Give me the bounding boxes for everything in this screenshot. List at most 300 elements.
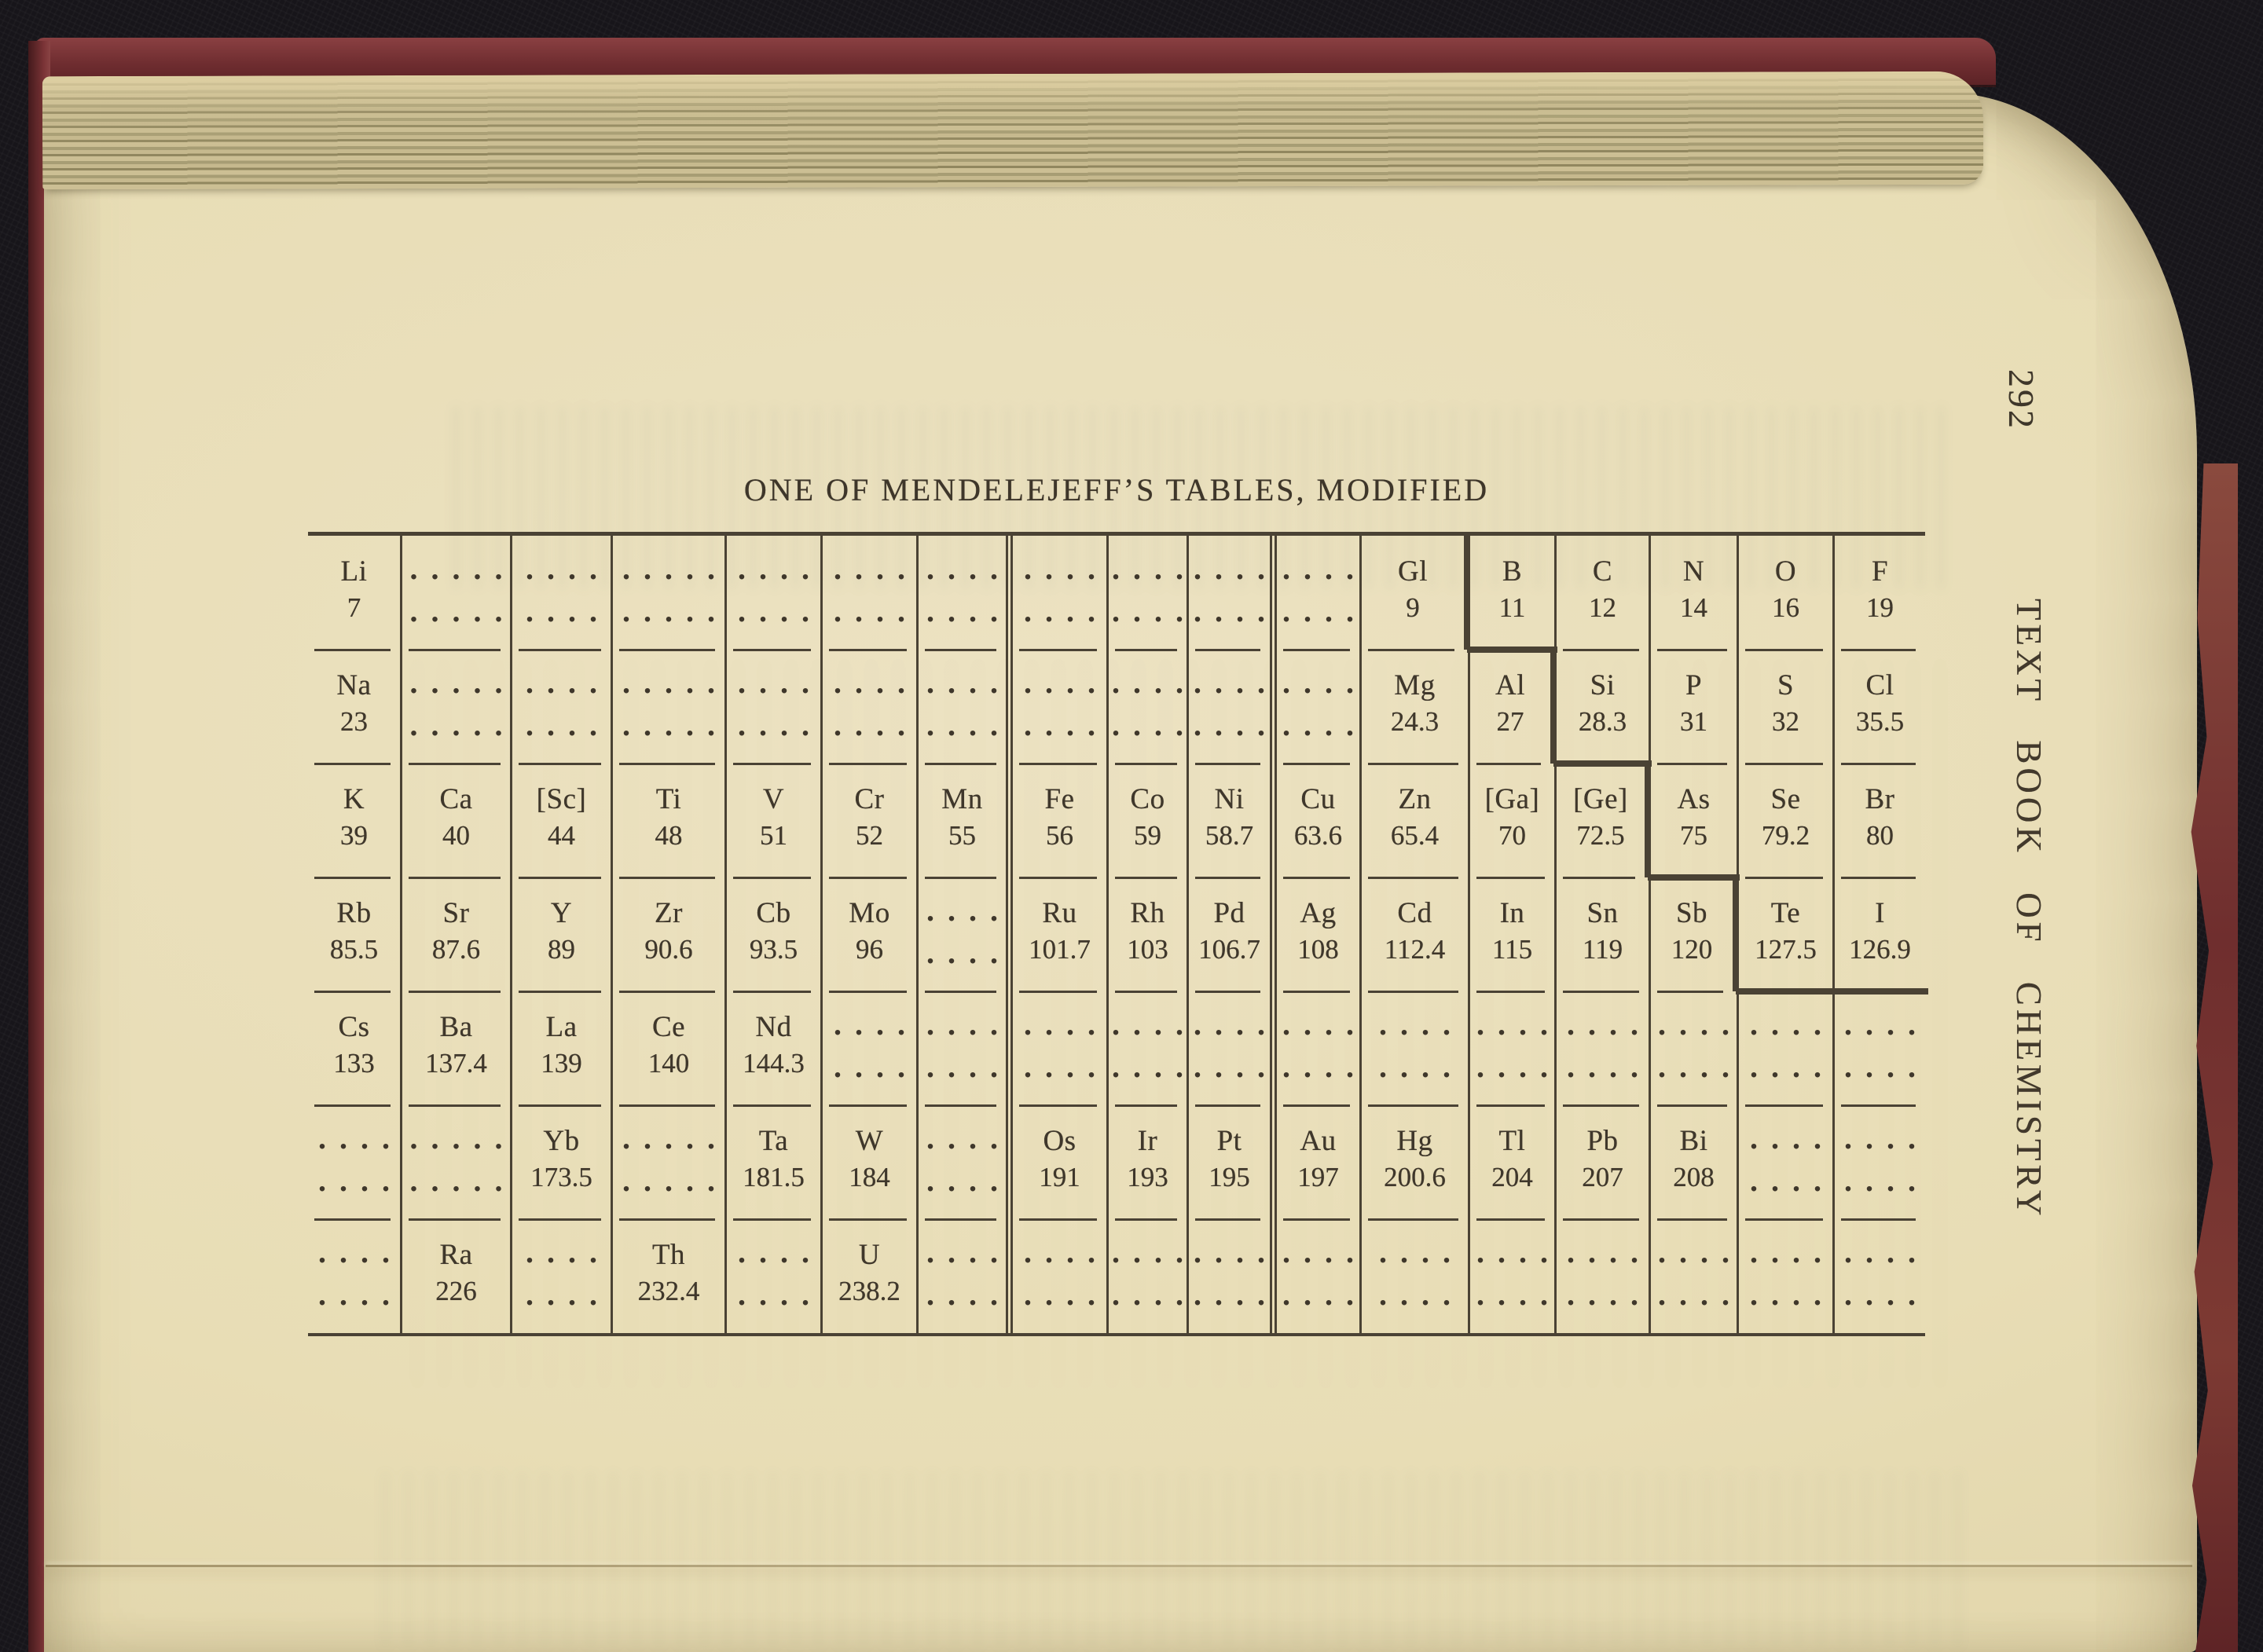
placeholder-dots: .... xyxy=(1750,1162,1835,1198)
placeholder-dots: .... xyxy=(738,550,823,586)
placeholder-dots: .... xyxy=(738,592,823,628)
element-cell-La xyxy=(512,991,613,1105)
element-symbol: Mn xyxy=(941,782,983,815)
element-symbol: Y xyxy=(550,896,573,929)
element-cell-Zr xyxy=(613,877,727,991)
element-symbol: Au xyxy=(1300,1124,1337,1157)
empty-cell xyxy=(1362,1219,1470,1333)
placeholder-dots: .... xyxy=(926,1048,1011,1084)
placeholder-dots: .... xyxy=(926,934,1011,970)
empty-cell xyxy=(1557,1219,1651,1333)
element-cell-V xyxy=(727,764,823,877)
placeholder-dots: .... xyxy=(1112,1276,1197,1312)
placeholder-dots: .... xyxy=(526,664,611,700)
empty-cell xyxy=(308,1219,402,1333)
placeholder-dots: .... xyxy=(318,1119,403,1156)
placeholder-dots: .... xyxy=(1112,592,1197,628)
element-cell-Zn xyxy=(1362,764,1470,877)
placeholder-dots: .... xyxy=(926,1276,1011,1312)
element-symbol: Cb xyxy=(756,896,791,929)
element-symbol: Sr xyxy=(442,896,470,929)
element-cell-K xyxy=(308,764,402,877)
element-symbol: Ca xyxy=(439,782,473,815)
element-symbol: Hg xyxy=(1396,1124,1433,1157)
atomic-weight: 195 xyxy=(1209,1161,1250,1192)
placeholder-dots: ..... xyxy=(409,1119,516,1156)
element-cell-Co xyxy=(1109,764,1189,877)
placeholder-dots: .... xyxy=(526,592,611,628)
element-symbol: Co xyxy=(1130,782,1165,815)
placeholder-dots: .... xyxy=(1567,1005,1652,1042)
atomic-weight: 28.3 xyxy=(1578,705,1627,737)
placeholder-dots: .... xyxy=(1194,664,1278,700)
placeholder-dots: .... xyxy=(1658,1233,1743,1269)
empty-cell xyxy=(919,650,1013,764)
element-symbol: Te xyxy=(1770,896,1801,929)
placeholder-dots: .... xyxy=(1282,706,1367,742)
element-symbol: Pt xyxy=(1216,1124,1242,1157)
empty-cell xyxy=(1739,991,1835,1105)
element-symbol: Ba xyxy=(439,1010,473,1043)
empty-cell xyxy=(1013,650,1109,764)
placeholder-dots: ..... xyxy=(622,550,728,586)
element-symbol: Na xyxy=(336,668,372,701)
element-symbol: U xyxy=(858,1238,881,1271)
placeholder-dots: .... xyxy=(1024,1276,1109,1312)
element-symbol: Fe xyxy=(1044,782,1075,815)
element-symbol: I xyxy=(1875,896,1885,929)
placeholder-dots: .... xyxy=(1194,1048,1278,1084)
placeholder-dots: ..... xyxy=(409,706,516,742)
empty-cell xyxy=(1189,650,1277,764)
atomic-weight: 79.2 xyxy=(1761,819,1810,851)
element-cell-Ca xyxy=(402,764,512,877)
atomic-weight: 27 xyxy=(1496,705,1524,737)
element-cell-Y xyxy=(512,877,613,991)
placeholder-dots: .... xyxy=(1194,550,1278,586)
page-edges-stack xyxy=(42,71,1983,189)
atomic-weight: 16 xyxy=(1772,592,1799,623)
placeholder-dots: .... xyxy=(1112,1048,1197,1084)
empty-cell xyxy=(919,536,1013,650)
placeholder-dots: .... xyxy=(1379,1048,1464,1084)
element-cell-Hg xyxy=(1362,1105,1470,1219)
placeholder-dots: .... xyxy=(1567,1048,1652,1084)
atomic-weight: 7 xyxy=(347,592,361,623)
placeholder-dots: .... xyxy=(1844,1119,1929,1156)
element-symbol: Br xyxy=(1865,782,1895,815)
placeholder-dots: .... xyxy=(1282,550,1367,586)
element-cell-Sn xyxy=(1557,877,1651,991)
element-symbol: In xyxy=(1499,896,1525,929)
atomic-weight: 197 xyxy=(1297,1161,1339,1192)
empty-cell xyxy=(1277,1219,1367,1333)
placeholder-dots: .... xyxy=(1379,1276,1464,1312)
element-symbol: Mo xyxy=(849,896,890,929)
element-cell-U xyxy=(823,1219,919,1333)
element-cell-Na xyxy=(308,650,402,764)
placeholder-dots: .... xyxy=(1194,1276,1278,1312)
empty-cell xyxy=(823,650,919,764)
placeholder-dots: ..... xyxy=(409,550,516,586)
placeholder-dots: ..... xyxy=(622,1119,728,1156)
element-cell-Gl xyxy=(1362,536,1470,650)
element-cell-Se xyxy=(1739,764,1835,877)
element-cell-Al xyxy=(1470,650,1557,764)
element-symbol: S xyxy=(1777,668,1795,701)
empty-cell xyxy=(1013,991,1109,1105)
placeholder-dots: .... xyxy=(834,1005,919,1042)
periodic-table-grid xyxy=(308,532,1929,1336)
element-symbol: Zn xyxy=(1398,782,1432,815)
atomic-weight: 204 xyxy=(1491,1161,1533,1192)
element-symbol: [Sc] xyxy=(536,782,587,815)
element-cell-Sr xyxy=(402,877,512,991)
placeholder-dots: .... xyxy=(1476,1048,1561,1084)
element-cell-Ag xyxy=(1277,877,1362,991)
placeholder-dots: .... xyxy=(1112,1233,1197,1269)
element-cell-Cr xyxy=(823,764,919,877)
placeholder-dots: .... xyxy=(1658,1048,1743,1084)
atomic-weight: 11 xyxy=(1498,592,1526,623)
element-cell-Bi xyxy=(1651,1105,1739,1219)
atomic-weight: 181.5 xyxy=(743,1161,805,1192)
element-cell-Au xyxy=(1277,1105,1362,1219)
atomic-weight: 70 xyxy=(1498,819,1526,851)
element-symbol: Se xyxy=(1770,782,1801,815)
element-symbol: Li xyxy=(340,555,368,588)
placeholder-dots: .... xyxy=(318,1233,403,1269)
atomic-weight: 80 xyxy=(1866,819,1894,851)
page-number: 292 xyxy=(2001,369,2041,430)
element-symbol: Ni xyxy=(1214,782,1245,815)
element-cell-Mo xyxy=(823,877,919,991)
element-cell-Cu xyxy=(1277,764,1362,877)
placeholder-dots: .... xyxy=(1112,1005,1197,1042)
element-cell-W xyxy=(823,1105,919,1219)
empty-cell xyxy=(402,650,516,764)
placeholder-dots: .... xyxy=(738,706,823,742)
atomic-weight: 112.4 xyxy=(1384,933,1446,965)
element-cell-Rh xyxy=(1109,877,1189,991)
empty-cell xyxy=(1470,1219,1561,1333)
placeholder-dots: ..... xyxy=(622,1162,728,1198)
atomic-weight: 208 xyxy=(1673,1161,1715,1192)
placeholder-dots: .... xyxy=(738,1276,823,1312)
empty-cell xyxy=(613,1105,727,1219)
empty-cell xyxy=(1557,991,1651,1105)
atomic-weight: 137.4 xyxy=(425,1047,487,1079)
placeholder-dots: .... xyxy=(1024,1233,1109,1269)
element-cell-Ti xyxy=(613,764,727,877)
empty-cell xyxy=(1739,1219,1835,1333)
empty-cell xyxy=(1109,650,1197,764)
element-cell-C xyxy=(1557,536,1651,650)
element-cell-Cl xyxy=(1835,650,1925,764)
element-cell-Ir xyxy=(1109,1105,1189,1219)
placeholder-dots: .... xyxy=(1112,706,1197,742)
element-symbol: K xyxy=(343,782,365,815)
placeholder-dots: .... xyxy=(1379,1005,1464,1042)
element-cell-Pb xyxy=(1557,1105,1651,1219)
element-symbol: Ta xyxy=(758,1124,789,1157)
atomic-weight: 9 xyxy=(1406,592,1420,623)
element-symbol: F xyxy=(1871,555,1889,588)
atomic-weight: 85.5 xyxy=(329,933,379,965)
element-symbol: Ce xyxy=(651,1010,686,1043)
element-symbol: Cu xyxy=(1300,782,1336,815)
atomic-weight: 119 xyxy=(1582,933,1623,965)
empty-cell xyxy=(919,877,1013,991)
placeholder-dots: .... xyxy=(1658,1005,1743,1042)
atomic-weight: 207 xyxy=(1582,1161,1623,1192)
element-cell-N xyxy=(1651,536,1739,650)
atomic-weight: 232.4 xyxy=(637,1275,700,1306)
page-crease-line xyxy=(46,1565,2192,1567)
element-cell-Pd xyxy=(1189,877,1277,991)
placeholder-dots: .... xyxy=(1844,1048,1929,1084)
atomic-weight: 93.5 xyxy=(749,933,798,965)
placeholder-dots: .... xyxy=(1844,1233,1929,1269)
atomic-weight: 120 xyxy=(1671,933,1713,965)
element-symbol: N xyxy=(1682,555,1705,588)
element-symbol: Zr xyxy=(655,896,683,929)
element-symbol: Pd xyxy=(1213,896,1245,929)
element-cell-Th xyxy=(613,1219,727,1333)
empty-cell xyxy=(919,1219,1013,1333)
element-symbol: Sn xyxy=(1586,896,1619,929)
table-title: ONE OF MENDELEJEFF’S TABLES, MODIFIED xyxy=(743,472,1490,507)
empty-cell xyxy=(308,1105,402,1219)
atomic-weight: 87.6 xyxy=(431,933,481,965)
empty-cell xyxy=(1109,536,1197,650)
placeholder-dots: .... xyxy=(1024,664,1109,700)
element-symbol: Si xyxy=(1590,668,1616,701)
element-symbol: Rh xyxy=(1130,896,1165,929)
placeholder-dots: .... xyxy=(926,706,1011,742)
atomic-weight: 51 xyxy=(760,819,787,851)
empty-cell xyxy=(1109,1219,1197,1333)
element-cell-Ge xyxy=(1557,764,1651,877)
element-cell-F xyxy=(1835,536,1925,650)
empty-cell xyxy=(1362,991,1470,1105)
atomic-weight: 139 xyxy=(541,1047,582,1079)
element-symbol: P xyxy=(1685,668,1703,701)
element-cell-Ni xyxy=(1189,764,1277,877)
placeholder-dots: .... xyxy=(926,1162,1011,1198)
element-cell-S xyxy=(1739,650,1835,764)
atomic-weight: 58.7 xyxy=(1205,819,1254,851)
placeholder-dots: .... xyxy=(526,706,611,742)
placeholder-dots: .... xyxy=(1750,1276,1835,1312)
element-cell-Ce xyxy=(613,991,727,1105)
placeholder-dots: .... xyxy=(738,664,823,700)
atomic-weight: 48 xyxy=(655,819,683,851)
atomic-weight: 32 xyxy=(1772,705,1799,737)
empty-cell xyxy=(1835,991,1929,1105)
placeholder-dots: .... xyxy=(1844,1162,1929,1198)
element-symbol: Cl xyxy=(1865,668,1894,701)
atomic-weight: 103 xyxy=(1127,933,1168,965)
placeholder-dots: ..... xyxy=(409,592,516,628)
atomic-weight: 39 xyxy=(340,819,368,851)
placeholder-dots: .... xyxy=(1024,1048,1109,1084)
showthrough-text-ghost xyxy=(382,1471,1961,1648)
element-cell-Br xyxy=(1835,764,1925,877)
placeholder-dots: .... xyxy=(1750,1048,1835,1084)
element-cell-Os xyxy=(1013,1105,1109,1219)
element-cell-Rb xyxy=(308,877,402,991)
placeholder-dots: .... xyxy=(738,1233,823,1269)
element-symbol: Cs xyxy=(338,1010,370,1043)
empty-cell xyxy=(613,536,727,650)
placeholder-dots: .... xyxy=(1282,664,1367,700)
empty-cell xyxy=(1277,991,1367,1105)
placeholder-dots: ..... xyxy=(622,664,728,700)
empty-cell xyxy=(919,991,1013,1105)
placeholder-dots: ..... xyxy=(409,664,516,700)
element-cell-Cd xyxy=(1362,877,1470,991)
atomic-weight: 140 xyxy=(647,1047,690,1079)
element-cell-Pt xyxy=(1189,1105,1277,1219)
element-symbol: Cd xyxy=(1397,896,1432,929)
placeholder-dots: .... xyxy=(1282,592,1367,628)
placeholder-dots: .... xyxy=(834,706,919,742)
atomic-weight: 200.6 xyxy=(1384,1161,1446,1192)
placeholder-dots: .... xyxy=(1844,1276,1929,1312)
element-symbol: [Ga] xyxy=(1484,782,1540,815)
empty-cell xyxy=(1189,1219,1277,1333)
element-cell-P xyxy=(1651,650,1739,764)
placeholder-dots: .... xyxy=(834,550,919,586)
placeholder-dots: .... xyxy=(926,1233,1011,1269)
element-symbol: La xyxy=(545,1010,578,1043)
atomic-weight: 52 xyxy=(856,819,883,851)
empty-cell xyxy=(613,650,727,764)
placeholder-dots: .... xyxy=(926,550,1011,586)
element-cell-Ba xyxy=(402,991,512,1105)
empty-cell xyxy=(1109,991,1197,1105)
placeholder-dots: .... xyxy=(1658,1276,1743,1312)
atomic-weight: 63.6 xyxy=(1293,819,1343,851)
atomic-weight: 184 xyxy=(849,1161,890,1192)
placeholder-dots: .... xyxy=(526,1233,611,1269)
placeholder-dots: .... xyxy=(1194,1005,1278,1042)
element-symbol: Bi xyxy=(1679,1124,1708,1157)
atomic-weight: 75 xyxy=(1680,819,1707,851)
element-cell-Ga xyxy=(1470,764,1557,877)
element-symbol: Os xyxy=(1043,1124,1076,1157)
atomic-weight: 72.5 xyxy=(1576,819,1625,851)
element-symbol: Al xyxy=(1495,668,1525,701)
placeholder-dots: .... xyxy=(1476,1005,1561,1042)
empty-cell xyxy=(1470,991,1561,1105)
element-cell-Tl xyxy=(1470,1105,1557,1219)
element-symbol: Sb xyxy=(1675,896,1708,929)
atomic-weight: 96 xyxy=(856,933,883,965)
placeholder-dots: .... xyxy=(1476,1233,1561,1269)
placeholder-dots: .... xyxy=(1194,1233,1278,1269)
atomic-weight: 35.5 xyxy=(1855,705,1905,737)
placeholder-dots: ..... xyxy=(409,1162,516,1198)
element-cell-Cb xyxy=(727,877,823,991)
empty-cell xyxy=(1835,1105,1929,1219)
atomic-weight: 191 xyxy=(1039,1161,1080,1192)
running-title: TEXT BOOK OF CHEMISTRY xyxy=(2009,599,2048,1220)
element-symbol: Gl xyxy=(1398,555,1428,588)
placeholder-dots: .... xyxy=(926,1119,1011,1156)
element-symbol: V xyxy=(762,782,785,815)
atomic-weight: 90.6 xyxy=(644,933,693,965)
atomic-weight: 144.3 xyxy=(743,1047,805,1079)
atomic-weight: 226 xyxy=(435,1275,477,1306)
placeholder-dots: .... xyxy=(834,1048,919,1084)
empty-cell xyxy=(1189,536,1277,650)
element-cell-Te xyxy=(1739,877,1835,991)
placeholder-dots: .... xyxy=(926,1005,1011,1042)
placeholder-dots: .... xyxy=(1112,664,1197,700)
placeholder-dots: .... xyxy=(926,892,1011,928)
placeholder-dots: .... xyxy=(1112,550,1197,586)
empty-cell xyxy=(1013,1219,1109,1333)
atomic-weight: 44 xyxy=(548,819,575,851)
placeholder-dots: .... xyxy=(1024,706,1109,742)
placeholder-dots: .... xyxy=(1194,706,1278,742)
element-cell-Fe xyxy=(1013,764,1109,877)
atomic-weight: 126.9 xyxy=(1849,933,1911,965)
atomic-weight: 12 xyxy=(1589,592,1616,623)
empty-cell xyxy=(727,650,823,764)
element-cell-Yb xyxy=(512,1105,613,1219)
atomic-weight: 127.5 xyxy=(1755,933,1817,965)
atomic-weight: 19 xyxy=(1866,592,1894,623)
placeholder-dots: .... xyxy=(1567,1233,1652,1269)
atomic-weight: 24.3 xyxy=(1390,705,1440,737)
placeholder-dots: .... xyxy=(1476,1276,1561,1312)
placeholder-dots: ..... xyxy=(622,592,728,628)
empty-cell xyxy=(823,991,919,1105)
placeholder-dots: .... xyxy=(1024,592,1109,628)
placeholder-dots: .... xyxy=(318,1276,403,1312)
placeholder-dots: .... xyxy=(834,664,919,700)
atomic-weight: 23 xyxy=(340,705,368,737)
empty-cell xyxy=(1189,991,1277,1105)
empty-cell xyxy=(1277,536,1367,650)
atomic-weight: 193 xyxy=(1127,1161,1168,1192)
placeholder-dots: .... xyxy=(318,1162,403,1198)
atomic-weight: 108 xyxy=(1297,933,1339,965)
placeholder-dots: .... xyxy=(1750,1233,1835,1269)
element-symbol: Rb xyxy=(336,896,372,929)
placeholder-dots: .... xyxy=(526,1276,611,1312)
atomic-weight: 106.7 xyxy=(1198,933,1260,965)
placeholder-dots: .... xyxy=(926,664,1011,700)
element-cell-Ra xyxy=(402,1219,512,1333)
placeholder-dots: .... xyxy=(1750,1119,1835,1156)
element-symbol: Cr xyxy=(854,782,885,815)
element-cell-Ru xyxy=(1013,877,1109,991)
element-symbol: O xyxy=(1774,555,1797,588)
empty-cell xyxy=(1651,1219,1743,1333)
element-cell-Li xyxy=(308,536,402,650)
atomic-weight: 55 xyxy=(948,819,976,851)
element-symbol: Ag xyxy=(1300,896,1337,929)
empty-cell xyxy=(512,650,613,764)
placeholder-dots: .... xyxy=(526,550,611,586)
placeholder-dots: .... xyxy=(1282,1005,1367,1042)
element-symbol: Ru xyxy=(1042,896,1077,929)
empty-cell xyxy=(919,1105,1013,1219)
